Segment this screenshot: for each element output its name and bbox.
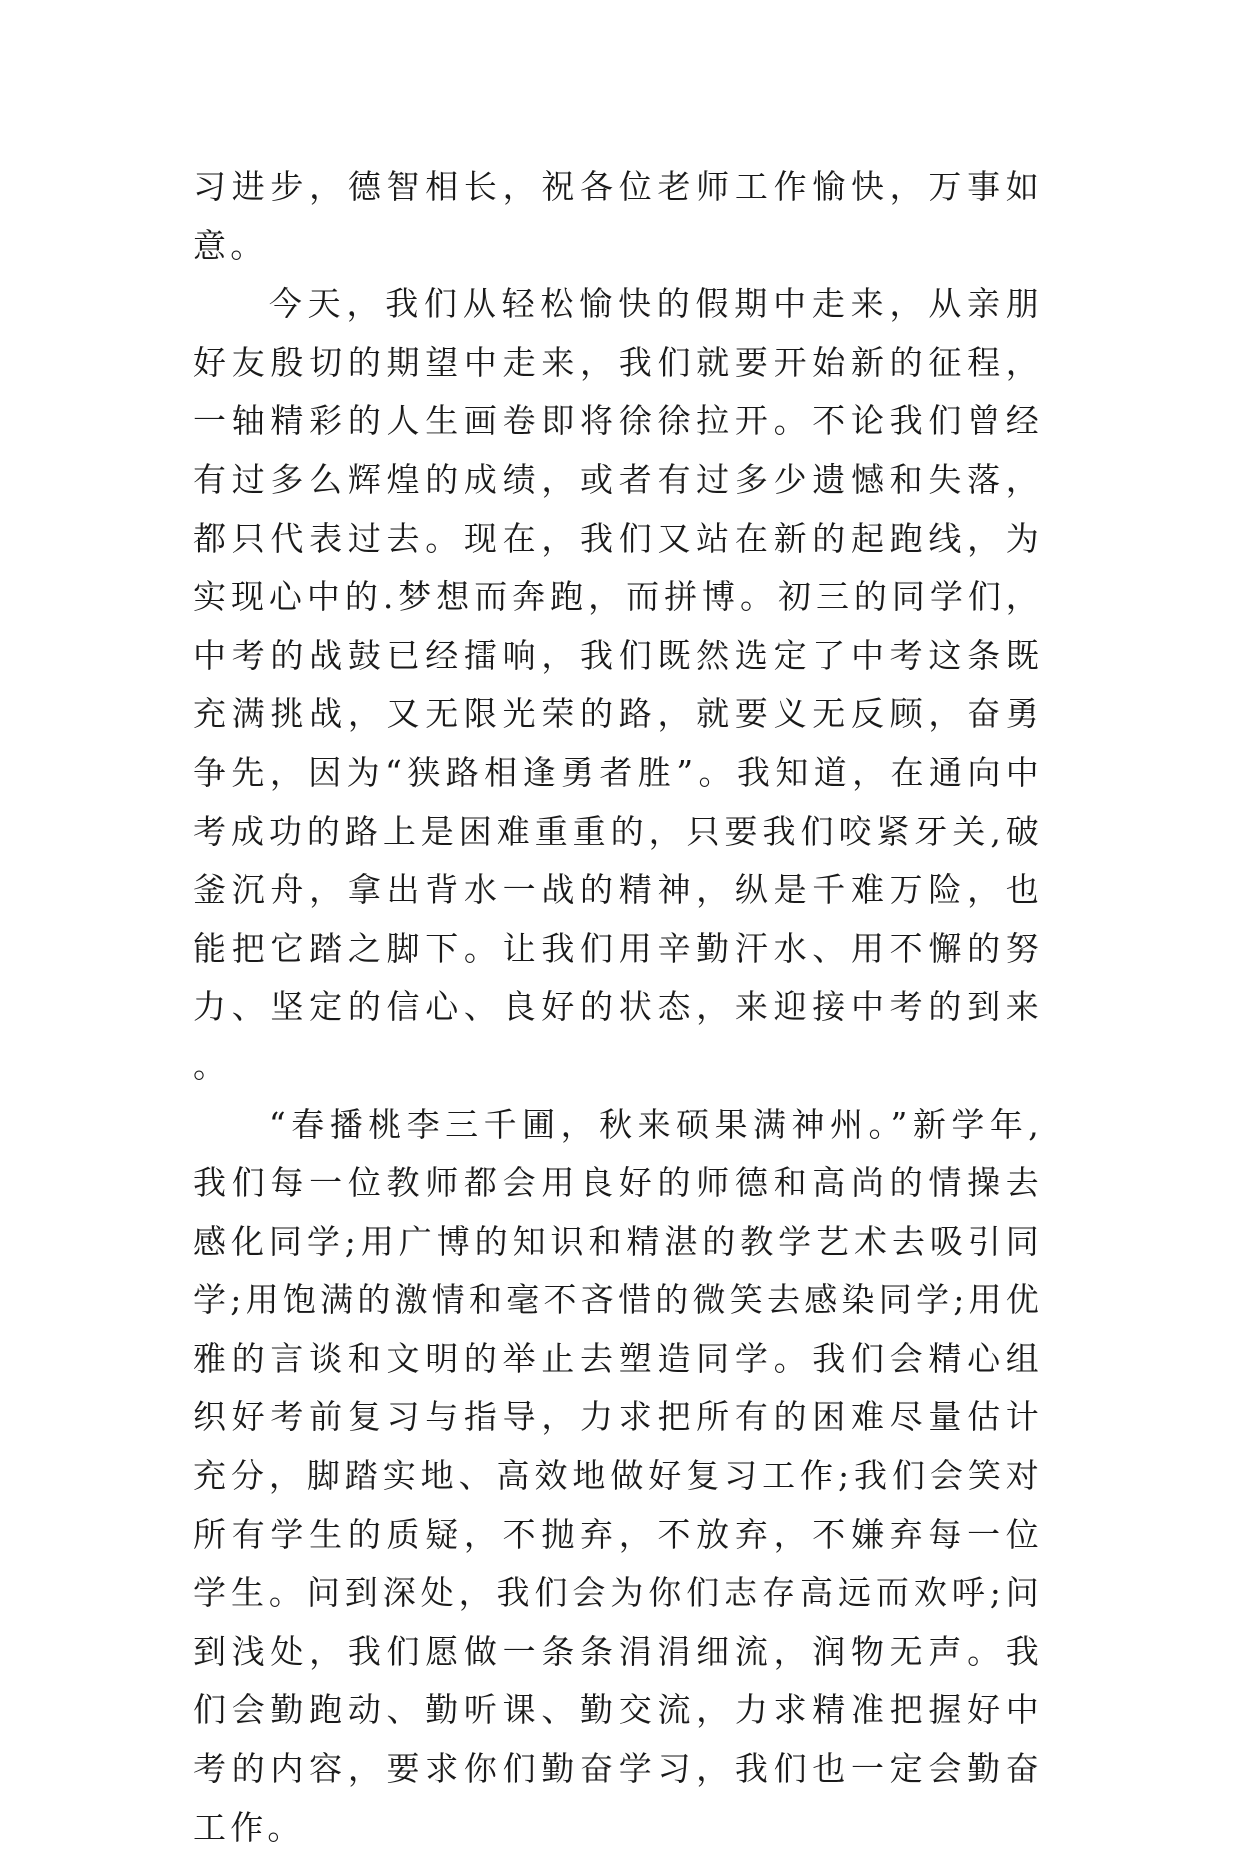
paragraph-today: 今天，我们从轻松愉快的假期中走来，从亲朋好友殷切的期望中走来，我们就要开始新的征程，一轴精彩的人生画卷即将徐徐拉开。不论我们曾经有过多么辉煌的成绩，或者有过多少遗憾和失落，都只代表过去。现在，我们又站在新的起跑线，为实现心中的.梦想而奔跑，而拼博。初三的同学们，中考的战鼓已经擂响，我们既然选定了中考这条既充满挑战，又无限光荣的路，就要义无反顾，奋勇争先，因为“狭路相逢勇者胜”。我知道，在通向中考成功的路上是困难重重的，只要我们咬紧牙关,破釜沉舟，拿出背水一战的精神，纵是千难万险，也能把它踏之脚下。让我们用辛勤汗水、用不懈的努力、坚定的信心、良好的状态，来迎接中考的到来。 <box>193 275 1043 1095</box>
paragraph-spring: “春播桃李三千圃，秋来硕果满神州。”新学年,我们每一位教师都会用良好的师德和高尚的情操去感化同学;用广博的知识和精湛的教学艺术去吸引同学;用饱满的激情和毫不吝惜的微笑去感染同学;用优雅的言谈和文明的举止去塑造同学。我们会精心组织好考前复习与指导，力求把所有的困难尽量估计充分，脚踏实地、高效地做好复习工作;我们会笑对所有学生的质疑，不抛弃，不放弃，不嫌弃每一位学生。问到深处，我们会为你们志存高远而欢呼;问到浅处，我们愿做一条条涓涓细流，润物无声。我们会勤跑动、勤听课、勤交流，力求精准把握好中考的内容，要求你们勤奋学习，我们也一定会勤奋工作。 <box>193 1096 1043 1857</box>
paragraph-continuation: 习进步，德智相长，祝各位老师工作愉快，万事如意。 <box>193 158 1043 275</box>
body-text <box>193 158 1043 1857</box>
